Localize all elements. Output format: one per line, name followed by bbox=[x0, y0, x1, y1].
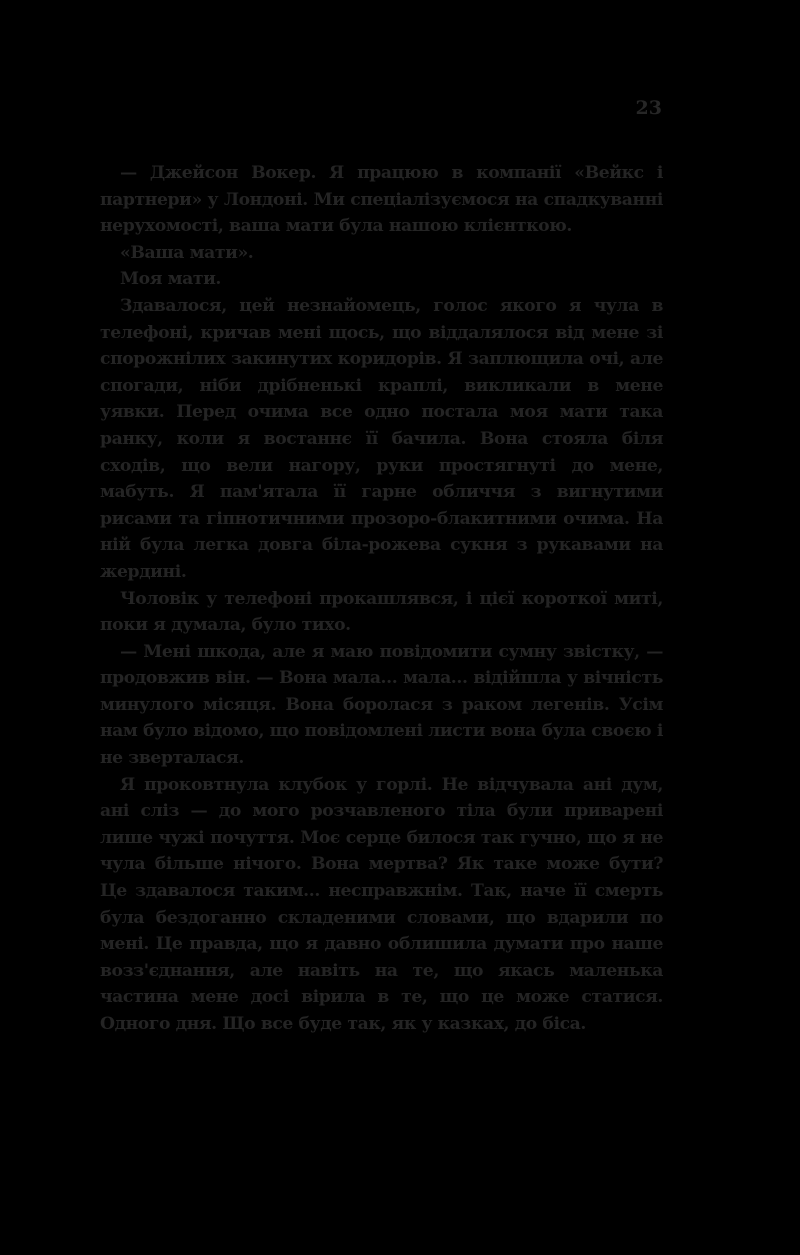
paragraph: Здавалося, цей незнайомець, голос якого я чула в телефоні, кричав мені щось, що віддалялося від мене зі спорожнілих закинутих коридорів. Я заплющила очі, але спогади, ніби дрібненькі краплі, викликали в мене уявки. Перед очима все одно постала моя мати така ранку, коли я востаннє її бачила. Вона стояла біля сходів, що вели нагору, руки простягнуті до мене, мабуть. Я пам'ятала її гарне обличчя з вигнутими рисами та гіпнотичними прозоро-блакитними очима. На ній була легка довга біла-рожева сукня з рукавами на жердині. bbox=[100, 295, 663, 582]
body-text bbox=[100, 160, 663, 1038]
paragraph: Моя мати. bbox=[120, 269, 222, 290]
paragraph: Чоловік у телефоні прокашлявся, і цієї короткої миті, поки я думала, було тихо. bbox=[100, 588, 663, 636]
page-number: 23 bbox=[635, 97, 662, 119]
paragraph: «Ваша мати». bbox=[120, 242, 254, 263]
paragraph: — Джейсон Вокер. Я працюю в компанії «Вейкс і партнери» у Лондоні. Ми спеціалізуємося на спадкуванні нерухомості, ваша мати була нашою клієнткою. bbox=[100, 163, 663, 237]
paragraph: Я проковтнула клубок у горлі. Не відчувала ані дум, ані сліз — до мого розчавленого тіла були приварені лише чужі почуття. Моє серце билося так гучно, що я не чула більше нічого. Вона мертва? Як таке може бути? Це здавалося таким... несправжнім. Так, наче її смерть була бездоганно складеними словами, що вдарили по мені. Це правда, що я давно облишила думати про наше возз'єднання, але навіть на те, що якась маленька частина мене досі вірила в те, що це може статися. Одного дня. Що все буде так, як у казках, до біса. bbox=[100, 774, 663, 1034]
paragraph: — Мені шкода, але я маю повідомити сумну звістку, — продовжив він. — Вона мала... мала... відійшла у вічність минулого місяця. Вона боролася з раком легенів. Усім нам було відомо, що повідомлені листи вона була своєю і не зверталася. bbox=[100, 641, 663, 769]
